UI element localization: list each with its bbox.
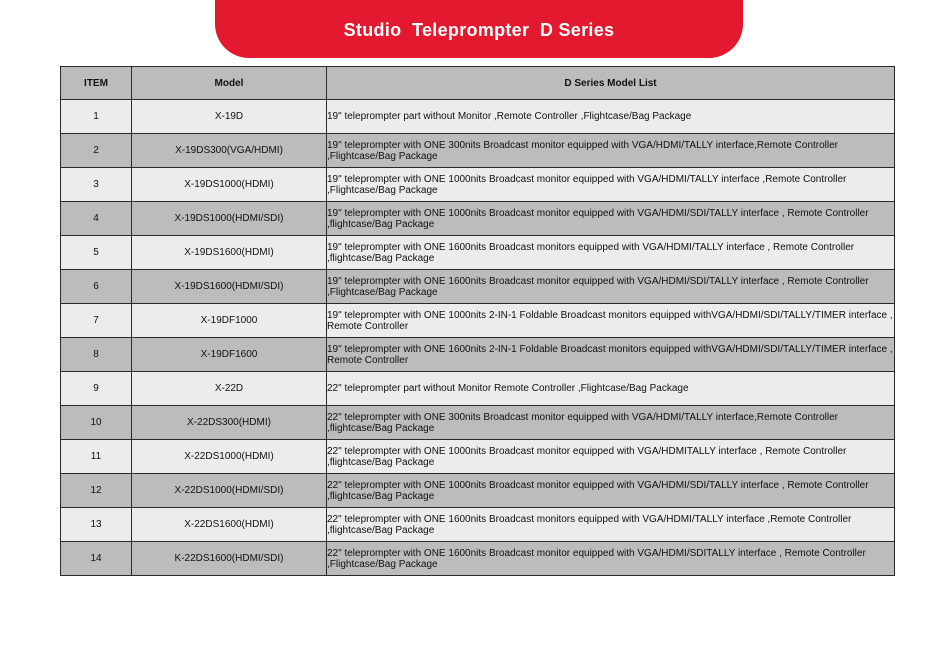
table-row [61, 236, 895, 270]
table-header [61, 67, 895, 100]
item-cell: 11 [61, 440, 132, 474]
table-row [61, 474, 895, 508]
description-cell: 19" teleprompter part without Monitor ,Remote Controller ,Flightcase/Bag Package [327, 100, 895, 134]
description-cell: 22" teleprompter with ONE 300nits Broadcast monitor equipped with VGA/HDMI/TALLY interface,Remote Controller ,flightcase/Bag Package [327, 406, 895, 440]
model-cell: X-19DS1000(HDMI) [132, 168, 327, 202]
description-cell: 22" teleprompter with ONE 1600nits Broadcast monitor equipped with VGA/HDMI/SDITALLY interface , Remote Controller ,Flightcase/Bag Package [327, 542, 895, 576]
model-cell: X-22DS1000(HDMI) [132, 440, 327, 474]
table-row [61, 542, 895, 576]
description-cell: 19" teleprompter with ONE 1600nits Broadcast monitors equipped with VGA/HDMI/TALLY interface , Remote Controller ,flightcase/Bag Package [327, 236, 895, 270]
item-cell: 8 [61, 338, 132, 372]
table-row [61, 100, 895, 134]
model-cell: X-19DS1600(HDMI) [132, 236, 327, 270]
description-cell: 22" teleprompter part without Monitor Remote Controller ,Flightcase/Bag Package [327, 372, 895, 406]
item-cell: 3 [61, 168, 132, 202]
table-row [61, 134, 895, 168]
table-row [61, 440, 895, 474]
item-cell: 4 [61, 202, 132, 236]
item-cell: 12 [61, 474, 132, 508]
description-cell: 22" teleprompter with ONE 1000nits Broadcast monitor equipped with VGA/HDMITALLY interface , Remote Controller ,flightcase/Bag Package [327, 440, 895, 474]
table-row [61, 372, 895, 406]
item-cell: 1 [61, 100, 132, 134]
model-cell: X-19DF1000 [132, 304, 327, 338]
model-cell: X-22DS300(HDMI) [132, 406, 327, 440]
description-cell: 19" teleprompter with ONE 1000nits Broadcast monitor equipped with VGA/HDMI/TALLY interface ,Remote Controller ,Flightcase/Bag Package [327, 168, 895, 202]
model-cell: X-19DS300(VGA/HDMI) [132, 134, 327, 168]
description-cell: 19" teleprompter with ONE 1600nits Broadcast monitor equipped with VGA/HDMI/SDI/TALLY interface , Remote Controller ,Flightcase/Bag Package [327, 270, 895, 304]
header-model: Model [132, 67, 327, 100]
item-cell: 5 [61, 236, 132, 270]
description-cell: 19" teleprompter with ONE 300nits Broadcast monitor equipped with VGA/HDMI/TALLY interface,Remote Controller ,Flightcase/Bag Package [327, 134, 895, 168]
description-cell: 19" teleprompter with ONE 1600nits 2-IN-1 Foldable Broadcast monitors equipped withVGA/HDMI/SDI/TALLY/TIMER interface , Remote Controller [327, 338, 895, 372]
item-cell: 2 [61, 134, 132, 168]
model-cell: X-19D [132, 100, 327, 134]
table-row [61, 406, 895, 440]
model-cell: X-22DS1600(HDMI) [132, 508, 327, 542]
table-row [61, 270, 895, 304]
description-cell: 22" teleprompter with ONE 1600nits Broadcast monitors equipped with VGA/HDMI/TALLY interface ,Remote Controller ,flightcase/Bag Package [327, 508, 895, 542]
title-banner [215, 0, 743, 58]
item-cell: 14 [61, 542, 132, 576]
table-row [61, 508, 895, 542]
item-cell: 7 [61, 304, 132, 338]
item-cell: 10 [61, 406, 132, 440]
item-cell: 6 [61, 270, 132, 304]
item-cell: 9 [61, 372, 132, 406]
page-title: Studio Teleprompter D Series [343, 19, 615, 40]
item-cell: 13 [61, 508, 132, 542]
description-cell: 19" teleprompter with ONE 1000nits Broadcast monitor equipped with VGA/HDMI/SDI/TALLY interface , Remote Controller ,flightcase/Bag Package [327, 202, 895, 236]
table-row [61, 338, 895, 372]
table-row [61, 168, 895, 202]
model-cell: X-22D [132, 372, 327, 406]
model-list-table [60, 66, 895, 576]
table-row [61, 304, 895, 338]
header-row [61, 67, 895, 100]
header-description: D Series Model List [327, 67, 895, 100]
description-cell: 19" teleprompter with ONE 1000nits 2-IN-1 Foldable Broadcast monitors equipped withVGA/HDMI/SDI/TALLY/TIMER interface , Remote Controller [327, 304, 895, 338]
description-cell: 22" teleprompter with ONE 1000nits Broadcast monitor equipped with VGA/HDMI/SDI/TALLY interface , Remote Controller ,flightcase/Bag Package [327, 474, 895, 508]
model-cell: X-22DS1000(HDMI/SDI) [132, 474, 327, 508]
model-cell: X-19DS1600(HDMI/SDI) [132, 270, 327, 304]
model-cell: K-22DS1600(HDMI/SDI) [132, 542, 327, 576]
model-cell: X-19DS1000(HDMI/SDI) [132, 202, 327, 236]
model-cell: X-19DF1600 [132, 338, 327, 372]
table-body [61, 100, 895, 576]
header-item: ITEM [61, 67, 132, 100]
table-row [61, 202, 895, 236]
